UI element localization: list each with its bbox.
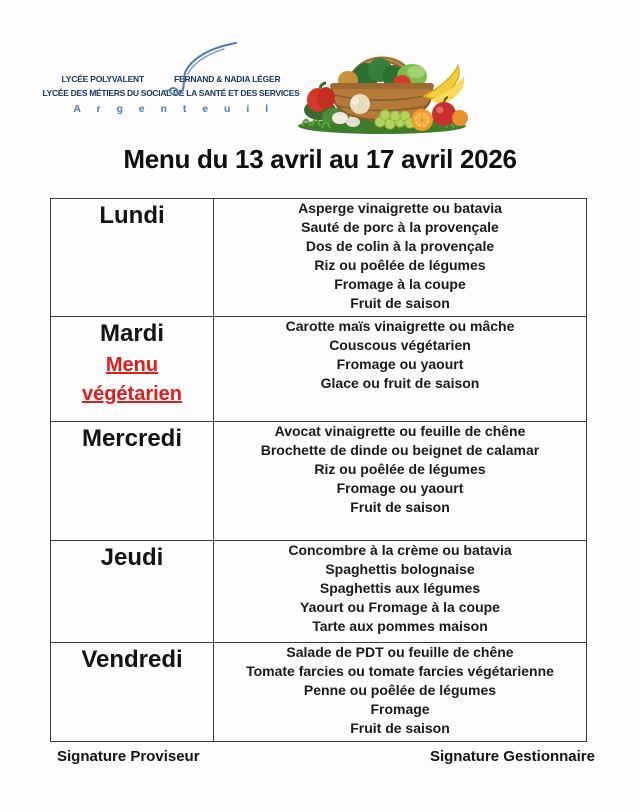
school-name-line1-left: LYCÉE POLYVALENT: [61, 74, 144, 84]
menu-item: Asperge vinaigrette ou batavia: [298, 200, 502, 216]
day-cell-mercredi: [51, 422, 214, 541]
menu-table: [50, 198, 587, 742]
menu-item: Concombre à la crème ou batavia: [288, 542, 512, 558]
menu-item: Yaourt ou Fromage à la coupe: [300, 599, 500, 615]
day-cell-lundi: [51, 199, 214, 317]
menu-item: Fruit de saison: [350, 295, 450, 311]
menu-item: Fruit de saison: [350, 720, 450, 736]
menu-item: Fromage à la coupe: [334, 276, 466, 292]
menu-items-cell-vendredi: [214, 643, 587, 742]
menu-row-jeudi: [51, 541, 587, 643]
day-cell-jeudi: [51, 541, 214, 643]
signature-gestionnaire-label: Signature Gestionnaire: [429, 748, 595, 765]
menu-item: Penne ou poêlée de légumes: [303, 682, 497, 698]
menu-item: Fromage ou yaourt: [336, 480, 464, 496]
signature-proviseur-label: Signature Proviseur: [57, 748, 200, 765]
menu-items-cell-mercredi: [214, 422, 587, 541]
vegetarian-menu-note: Menu: [105, 354, 159, 376]
menu-item: Tomate farcies ou tomate farcies végétarienne: [246, 663, 554, 679]
menu-item: Riz ou poêlée de légumes: [314, 461, 486, 477]
page-title: Menu du 13 avril au 17 avril 2026: [123, 144, 517, 174]
day-name: Mardi: [99, 320, 164, 347]
menu-row-lundi: [51, 199, 587, 317]
menu-item: Fruit de saison: [350, 499, 450, 515]
menu-item: Fromage: [370, 701, 430, 717]
menu-item: Carotte maïs vinaigrette ou mâche: [285, 318, 515, 334]
day-name: Mercredi: [81, 425, 183, 452]
menu-item: Couscous végétarien: [329, 337, 471, 353]
day-name: Vendredi: [81, 646, 183, 673]
menu-row-mardi: [51, 317, 587, 422]
day-name: Lundi: [99, 202, 165, 229]
menu-row-vendredi: [51, 643, 587, 742]
day-cell-vendredi: [51, 643, 214, 742]
day-cell-mardi: [51, 317, 214, 422]
menu-item: Dos de colin à la provençale: [305, 238, 495, 254]
menu-row-mercredi: [51, 422, 587, 541]
school-name-line2: LYCÉE DES MÉTIERS DU SOCIAL DE LA SANTÉ ET DES SERVICES: [42, 88, 300, 98]
menu-item: Brochette de dinde ou beignet de calamar: [260, 442, 540, 458]
menu-item: Riz ou poêlée de légumes: [314, 257, 486, 273]
menu-items-cell-lundi: [214, 199, 587, 317]
menu-item: Salade de PDT ou feuille de chêne: [286, 644, 514, 660]
vegetarian-menu-note: végétarien: [81, 383, 183, 405]
bird-swoosh-icon: [152, 40, 238, 102]
menu-item: Tarte aux pommes maison: [312, 618, 488, 634]
menu-table-body: [51, 199, 587, 742]
school-city-label: A r g e n t e u i l: [73, 103, 275, 115]
fruit-vegetable-basket: [296, 38, 474, 136]
school-name-line1-right: FERNAND & NADIA LÉGER: [173, 74, 281, 84]
menu-items-cell-jeudi: [214, 541, 587, 643]
menu-item: Sauté de porc à la provençale: [301, 219, 499, 235]
menu-item: Spaghettis aux légumes: [319, 580, 481, 596]
menu-item: Fromage ou yaourt: [336, 356, 464, 372]
day-name: Jeudi: [100, 544, 164, 571]
menu-item: Glace ou fruit de saison: [320, 375, 480, 391]
menu-item: Spaghettis bolognaise: [325, 561, 475, 577]
menu-item: Avocat vinaigrette ou feuille de chêne: [274, 423, 526, 439]
menu-items-cell-mardi: [214, 317, 587, 422]
